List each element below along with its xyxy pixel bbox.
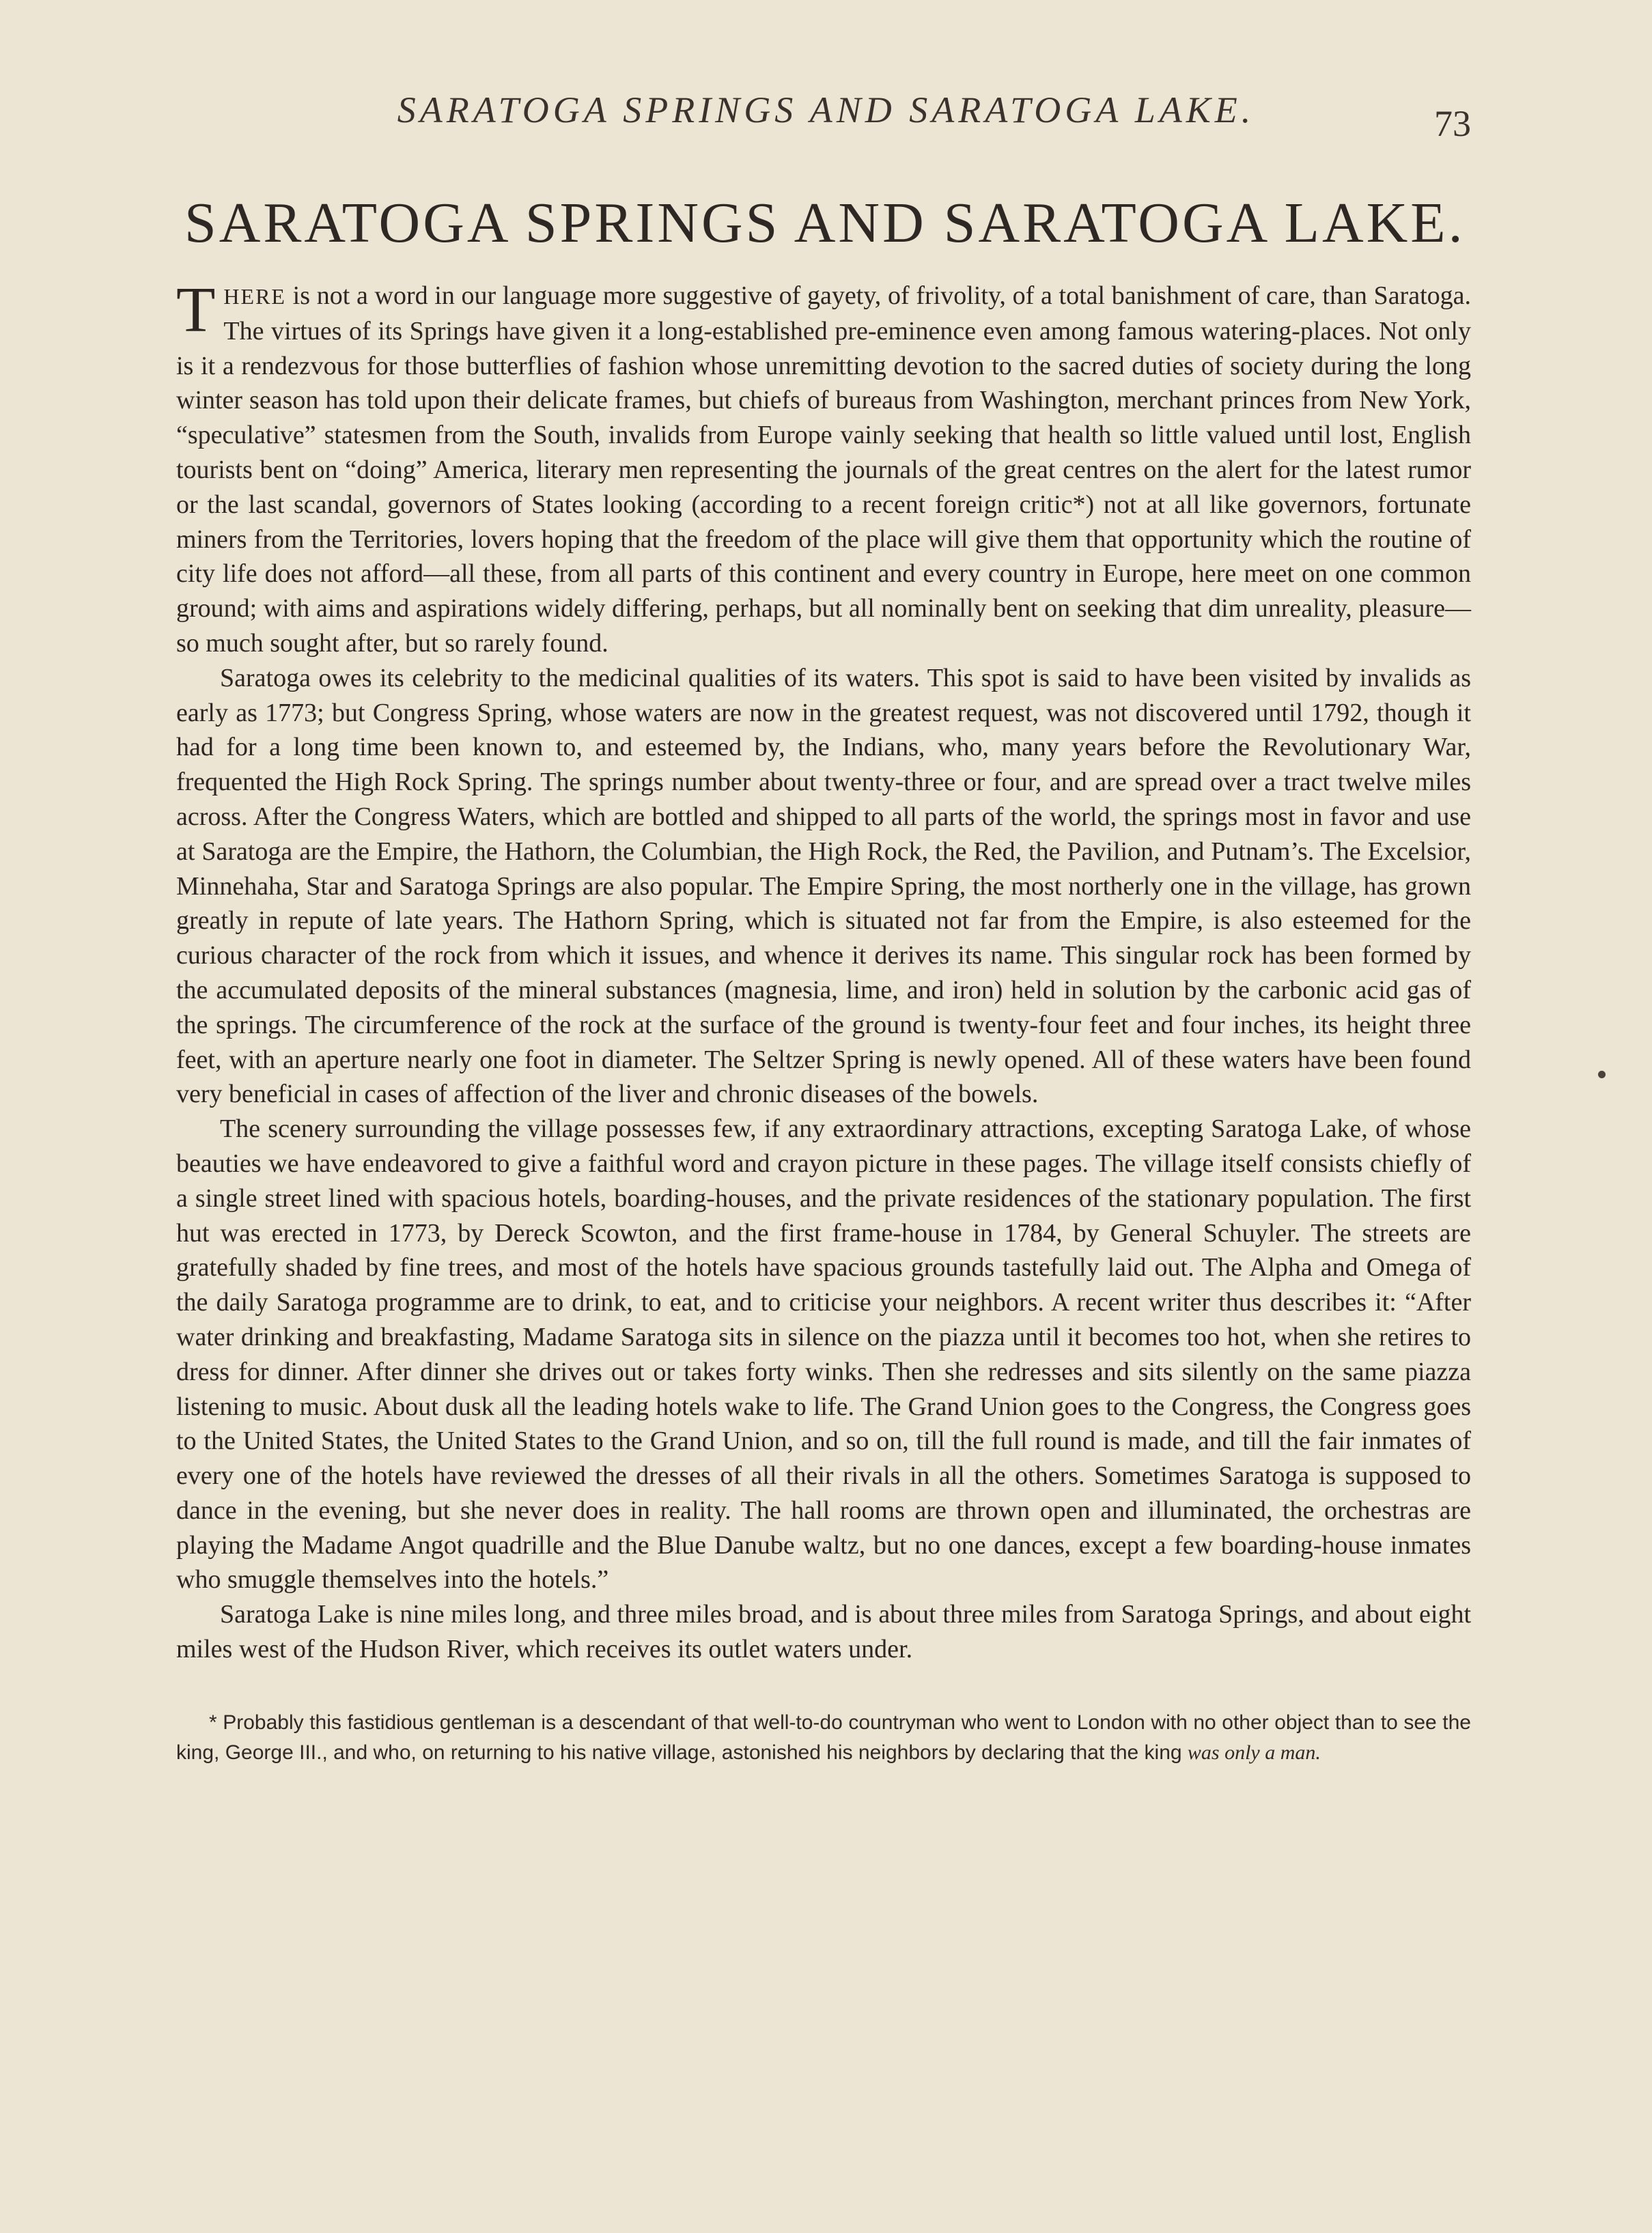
footnote-italic: was only a man.: [1187, 1741, 1321, 1764]
ink-speck: [1598, 1071, 1606, 1078]
drop-cap: T: [176, 275, 216, 346]
paragraph-3: The scenery surrounding the village possesses few, if any extraordinary attractions, excepting Saratoga Lake, of whose beauties we have endeavored to give a faithful word and crayon picture in these pages. The village itself consists chiefly of a single street lined with spacious hotels, boarding-houses, and the private residences of the stationary population. The first hut was erected in 1773, by Dereck Scowton, and the first frame-house in 1784, by General Schuyler. The streets are gratefully shaded by fine trees, and most of the hotels have spacious grounds tastefully laid out. The Alpha and Omega of the daily Saratoga programme are to drink, to eat, and to criticise your neighbors. A recent writer thus describes it: “After water drinking and breakfasting, Madame Saratoga sits in silence on the piazza until it becomes too hot, when she retires to dress for dinner. After dinner she drives out or takes forty winks. Then she redresses and sits silently on the same piazza listening to music. About dusk all the leading hotels wake to life. The Grand Union goes to the Congress, the Congress goes to the United States, the United States to the Grand Union, and so on, till the full round is made, and till the fair inmates of every one of the hotels have reviewed the dresses of all their rivals in all the others. Sometimes Saratoga is supposed to dance in the evening, but she never does in reality. The hall rooms are thrown open and illuminated, the orchestras are playing the Madame Angot quadrille and the Blue Danube waltz, but no one dances, except a few boarding-house inmates who smuggle themselves into the hotels.”: [176, 1114, 1471, 1595]
paragraph-2: Saratoga owes its celebrity to the medicinal qualities of its waters. This spot is said to have been visited by invalids as early as 1773; but Congress Spring, whose waters are now in the greatest request, was not discovered until 1792, though it had for a long time been known to, and esteemed by, the Indians, who, many years before the Revolutionary War, frequented the High Rock Spring. The springs number about twenty-three or four, and are spread over a tract twelve miles across. After the Congress Waters, which are bottled and shipped to all parts of the world, the springs most in favor and use at Saratoga are the Empire, the Hathorn, the Columbian, the High Rock, the Red, the Pavilion, and Putnam’s. The Excelsior, Minnehaha, Star and Saratoga Springs are also popular. The Empire Spring, the most northerly one in the village, has grown greatly in repute of late years. The Hathorn Spring, which is situated not far from the Empire, is also esteemed for the curious character of the rock from which it issues, and whence it derives its name. This singular rock has been formed by the accumulated deposits of the mineral substances (magnesia, lime, and iron) held in solution by the carbonic acid gas of the springs. The circumference of the rock at the surface of the ground is twenty-four feet and four inches, its height three feet, with an aperture nearly one foot in diameter. The Seltzer Spring is newly opened. All of these waters have been found very beneficial in cases of affection of the liver and chronic diseases of the bowels.: [176, 663, 1471, 1109]
lead-word: HERE: [223, 284, 286, 309]
paragraph-4: Saratoga Lake is nine miles long, and three miles broad, and is about three miles from Saratoga Springs, and about eight miles west of the Hudson River, which receives its outlet waters under.: [176, 1600, 1471, 1664]
page-number: 73: [1434, 103, 1471, 144]
running-head: SARATOGA SPRINGS AND SARATOGA LAKE.: [397, 89, 1255, 130]
paragraph-1: [176, 275, 1471, 661]
footnote-text: * Probably this fastidious gentleman is a descendant of that well-to-do countryman who went to London with no other object than to see the king, George III., and who, on returning to his native village, astonished his neighbors by declaring that the king: [176, 1711, 1471, 1764]
article-body: [176, 275, 1471, 1667]
footnote: [176, 1708, 1471, 1768]
paragraph-1-text: is not a word in our language more suggestive of gayety, of frivolity, of a total banishment of care, than Saratoga. The virtues of its Springs have given it a long-established pre-eminence even among famous watering-places. Not only is it a rendezvous for those butterflies of fashion whose unremitting devotion to the sacred duties of society during the long winter season has told upon their delicate frames, but chiefs of bureaus from Washington, merchant princes from New York, “speculative” statesmen from the South, invalids from Europe vainly seeking that health so little valued until lost, English tourists bent on “doing” America, literary men representing the journals of the great centres on the alert for the latest rumor or the last scandal, governors of States looking (according to a recent foreign critic*) not at all like governors, fortunate miners from the Territories, lovers hoping that the freedom of the place will give them that opportunity which the routine of city life does not afford—all these, from all parts of this continent and every country in Europe, here meet on one common ground; with aims and aspirations widely differing, perhaps, but all nominally bent on seeking that dim unreality, pleasure—so much sought after, but so rarely found.: [176, 281, 1471, 658]
chapter-title: SARATOGA SPRINGS AND SARATOGA LAKE.: [184, 191, 1466, 255]
